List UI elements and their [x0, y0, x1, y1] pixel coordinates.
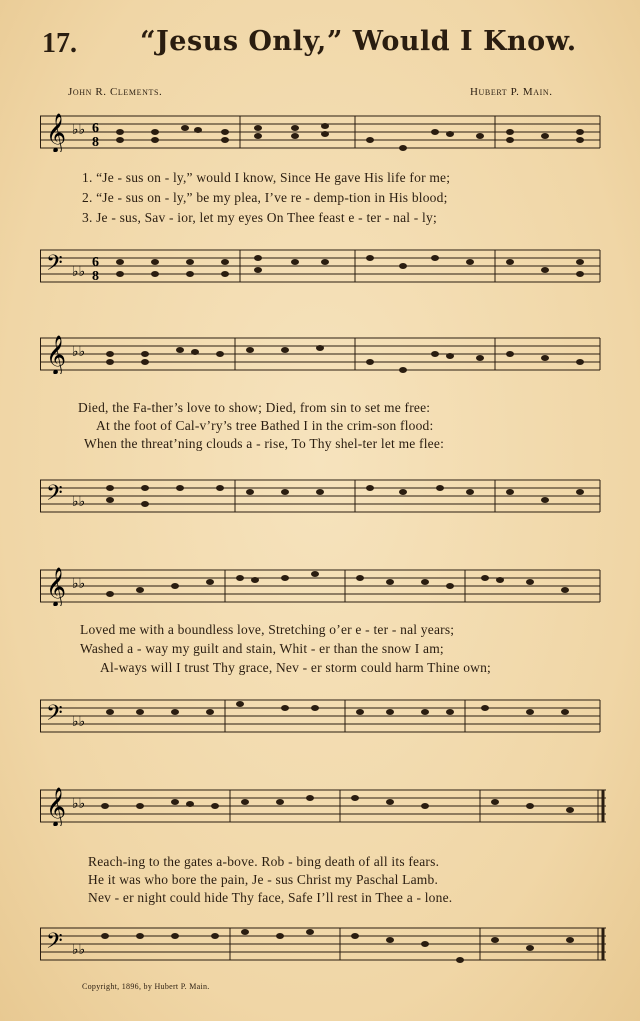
composer-credit: Hubert P. Main.	[470, 86, 553, 98]
lyric-line: Loved me with a boundless love, Stretching o’er e - ter - nal years;	[80, 622, 455, 637]
svg-text:♭♭: ♭♭	[72, 494, 86, 510]
lyric-line: 2. “Je - sus on - ly,” be my plea, I’ve re - demp-tion in His blood;	[82, 190, 448, 205]
svg-text:𝄞: 𝄞	[46, 113, 67, 152]
treble-staff	[40, 786, 606, 826]
svg-text:6: 6	[92, 121, 99, 136]
lyric-line: Nev - er night could hide Thy face, Safe I’ll rest in Thee a - lone.	[88, 890, 453, 905]
svg-text:8: 8	[92, 135, 99, 150]
copyright-notice: Copyright, 1896, by Hubert P. Main.	[82, 982, 210, 991]
svg-text:𝄞: 𝄞	[46, 787, 67, 826]
bass-staff	[40, 924, 606, 964]
hymn-title: “Jesus Only,” Would I Know.	[140, 26, 577, 57]
lyric-line: Died, the Fa-ther’s love to show; Died, from sin to set me free:	[78, 400, 431, 415]
svg-text:♭♭: ♭♭	[72, 264, 86, 280]
svg-text:♭♭: ♭♭	[72, 344, 86, 360]
svg-text:♭♭: ♭♭	[72, 942, 86, 958]
lyric-line: 3. Je - sus, Sav - ior, let my eyes On Thee feast e - ter - nal - ly;	[82, 210, 437, 225]
bass-staff	[40, 246, 606, 286]
svg-text:𝄢: 𝄢	[46, 481, 63, 511]
treble-staff	[40, 566, 606, 606]
svg-text:𝄞: 𝄞	[46, 567, 67, 606]
svg-text:♭♭: ♭♭	[72, 122, 86, 138]
svg-text:8: 8	[92, 269, 99, 284]
svg-text:♭♭: ♭♭	[72, 576, 86, 592]
treble-staff	[40, 112, 606, 152]
lyric-line: 1. “Je - sus on - ly,” would I know, Since He gave His life for me;	[82, 170, 451, 185]
lyric-line: At the foot of Cal-v’ry’s tree Bathed I in the crim-son flood:	[96, 418, 434, 433]
lyric-line: He it was who bore the pain, Je - sus Christ my Paschal Lamb.	[88, 872, 439, 887]
svg-text:𝄢: 𝄢	[46, 701, 63, 731]
svg-text:𝄢: 𝄢	[46, 251, 63, 281]
svg-text:6: 6	[92, 255, 99, 270]
svg-text:♭♭: ♭♭	[72, 714, 86, 730]
treble-staff	[40, 334, 606, 374]
lyricist-credit: John R. Clements.	[68, 86, 163, 98]
lyric-line: Al-ways will I trust Thy grace, Nev - er storm could harm Thine own;	[100, 660, 492, 675]
bass-staff	[40, 476, 606, 516]
lyric-line: Washed a - way my guilt and stain, Whit - er than the snow I am;	[80, 641, 444, 656]
bass-staff	[40, 696, 606, 736]
svg-text:𝄞: 𝄞	[46, 335, 67, 374]
hymn-number: 17.	[42, 28, 77, 59]
svg-text:♭♭: ♭♭	[72, 796, 86, 812]
lyric-line: Reach-ing to the gates a-bove. Rob - bing death of all its fears.	[88, 854, 440, 869]
svg-text:𝄢: 𝄢	[46, 929, 63, 959]
lyric-line: When the threat’ning clouds a - rise, To Thy shel-ter let me flee:	[84, 436, 445, 451]
